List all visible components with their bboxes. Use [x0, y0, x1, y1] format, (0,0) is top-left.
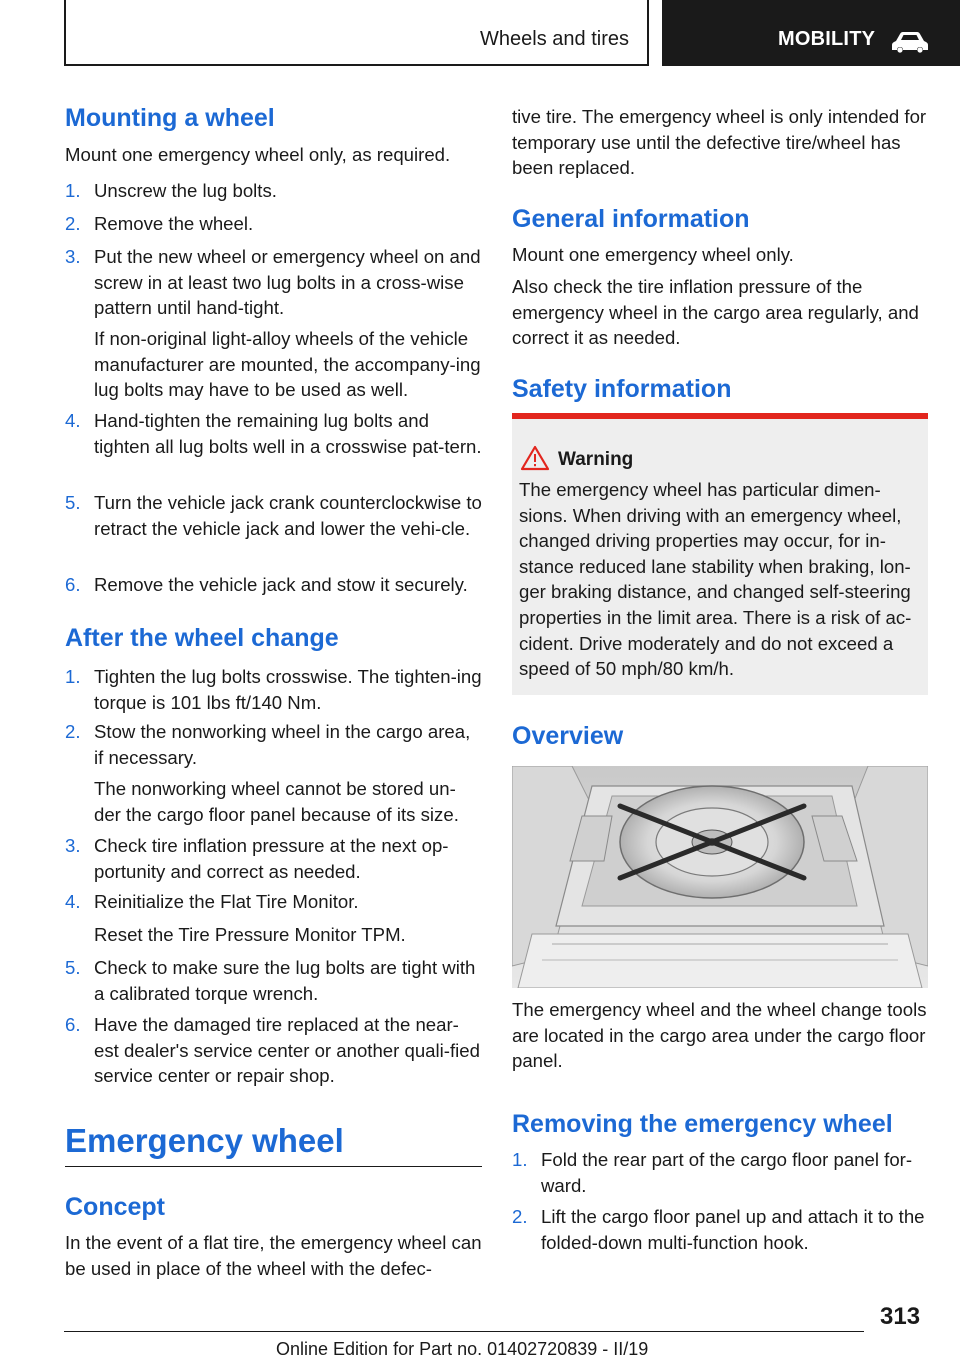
concept-text-continued: tive tire. The emergency wheel is only intended for temporary use until the defective tire/wheel has been replaced. [512, 106, 927, 179]
footer-edition: Online Edition for Part no. 01402720839 - II/19 [276, 1339, 649, 1359]
list-text: Put the new wheel or emergency wheel on and screw in at least two lug bolts in a cross-wise pattern until hand-tight. [94, 246, 481, 319]
list-number: 1. [512, 1149, 528, 1170]
list-text: Hand-tighten the remaining lug bolts and tighten all lug bolts well in a crosswise pat-tern. [94, 410, 482, 457]
header-section-box [64, 0, 649, 66]
heading-concept: Concept [65, 1193, 165, 1221]
list-number: 2. [65, 213, 81, 234]
list-number: 4. [65, 891, 81, 912]
list-text: Check to make sure the lug bolts are tight with a calibrated torque wrench. [94, 957, 476, 1004]
list-item [65, 244, 482, 324]
heading-emergency-wheel: Emergency wheel [65, 1122, 344, 1159]
list-text: Lift the cargo floor panel up and attach it to the folded-down multi-function hook. [541, 1206, 925, 1253]
general-p1: Mount one emergency wheel only. [512, 244, 794, 265]
list-note: The nonworking wheel cannot be stored un-der the cargo floor panel because of its size. [94, 778, 459, 825]
list-number: 6. [65, 1014, 81, 1035]
heading-general-information: General information [512, 205, 750, 233]
spare-wheel-drawing [512, 766, 928, 988]
list-text: Have the damaged tire replaced at the near-est dealer's service center or another quali-fied service center or repair shop. [94, 1014, 480, 1087]
car-icon [890, 30, 930, 54]
list-number: 1. [65, 180, 81, 201]
header-chapter-title: MOBILITY [778, 28, 876, 50]
page-number: 313 [880, 1303, 921, 1330]
overview-caption: The emergency wheel and the wheel change tools are located in the cargo area under the cargo floor panel. [512, 999, 927, 1072]
list-text: Remove the wheel. [94, 213, 254, 234]
list-text: Tighten the lug bolts crosswise. The tighten-ing torque is 101 lbs ft/140 Nm. [94, 666, 482, 713]
list-text: Fold the rear part of the cargo floor panel for-ward. [541, 1149, 913, 1196]
list-number: 1. [65, 666, 81, 687]
list-text: Check tire inflation pressure at the next op-portunity and correct as needed. [94, 835, 449, 882]
list-number: 5. [65, 957, 81, 978]
list-note: If non-original light-alloy wheels of the vehicle manufacturer are mounted, the accompany-ing lug bolts may have to be used as well. [94, 328, 481, 401]
heading-overview: Overview [512, 722, 624, 750]
heading-removing-the-emergency-wheel: Removing the emergency wheel [512, 1110, 893, 1138]
list-number: 4. [65, 410, 81, 431]
list-text: Turn the vehicle jack crank counterclockwise to retract the vehicle jack and lower the vehi-cle. [94, 492, 482, 539]
header-chapter-bar [662, 0, 960, 66]
list-number: 2. [65, 721, 81, 742]
list-number: 3. [65, 246, 81, 267]
list-number: 6. [65, 574, 81, 595]
heading-safety-information: Safety information [512, 375, 732, 403]
list-text: Remove the vehicle jack and stow it securely. [94, 574, 468, 595]
cargo-area-illustration [512, 766, 928, 988]
footer-rule [64, 1331, 864, 1332]
general-p2: Also check the tire inflation pressure of the emergency wheel in the cargo area regularly, and correct it as needed. [512, 276, 919, 349]
list-number: 2. [512, 1206, 528, 1227]
list-text: Unscrew the lug bolts. [94, 180, 277, 201]
concept-text: In the event of a flat tire, the emergency wheel can be used in place of the wheel with the defec- [65, 1232, 482, 1279]
mounting-intro: Mount one emergency wheel only, as required. [65, 144, 451, 165]
heading-mounting-a-wheel: Mounting a wheel [65, 104, 275, 132]
list-number: 5. [65, 492, 81, 513]
list-text: Stow the nonworking wheel in the cargo area, if necessary. [94, 721, 471, 768]
heading-after-the-wheel-change: After the wheel change [65, 624, 339, 652]
warning-box [512, 413, 928, 695]
heading-rule [65, 1166, 482, 1167]
warning-title: Warning [558, 449, 634, 470]
warning-text: The emergency wheel has particular dimen-sions. When driving with an emergency wheel, changed driving properties may occur, for in-stance reduced lane stability when braking, lon-ger braking distance, and changed self-steering properties in the limit area. There is a risk of ac-cident. Drive moderately and do not exceed a speed of 50 mph/80 km/h. [519, 479, 912, 680]
list-note: Reset the Tire Pressure Monitor TPM. [94, 924, 406, 945]
warning-triangle-icon [520, 445, 550, 471]
list-text: Reinitialize the Flat Tire Monitor. [94, 891, 359, 912]
header-section-title: Wheels and tires [480, 28, 629, 50]
list-number: 3. [65, 835, 81, 856]
